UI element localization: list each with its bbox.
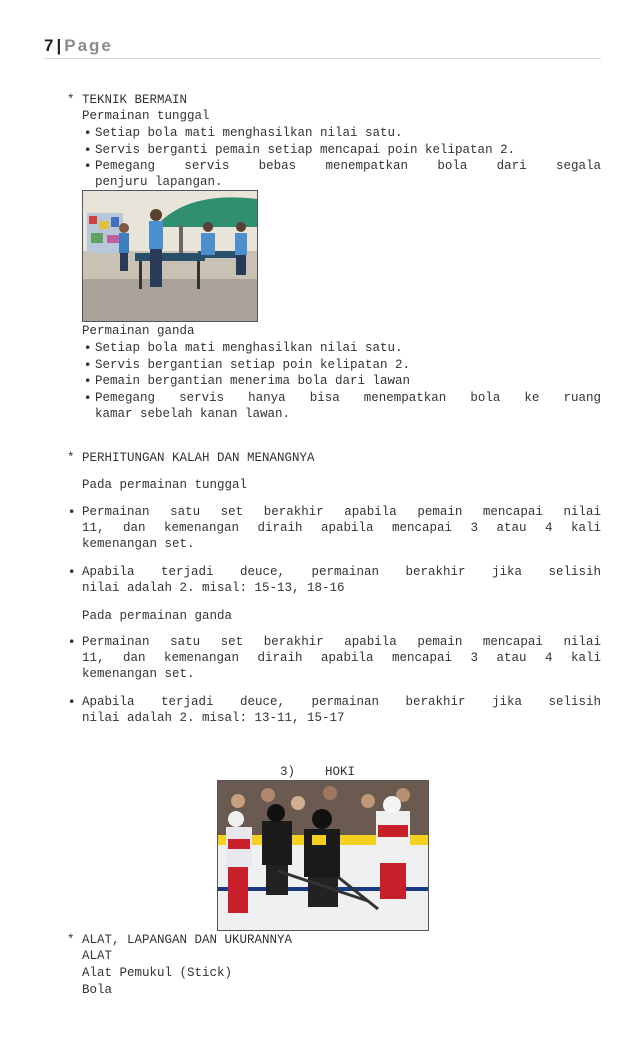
list-item: Setiap bola mati menghasilkan nilai satu. (95, 126, 403, 140)
bullet-mark: • (84, 373, 92, 388)
paragraph-line: Apabila terjadi deuce, permainan berakhir jika selisih (82, 695, 601, 709)
table-tennis-photo (82, 190, 258, 322)
list-item: Pemegang servis hanya bisa menempatkan bola ke ruang (95, 391, 601, 405)
ganda-subheading: Pada permainan ganda (82, 609, 233, 623)
star-bullet: * (67, 451, 75, 465)
hoki-title: 3) HOKI (280, 765, 356, 779)
page-number: 7 (44, 36, 54, 55)
list-item: Servis bergantian setiap poin kelipatan 2. (95, 358, 411, 372)
bullet-mark: • (84, 125, 92, 140)
bullet-mark: • (68, 504, 76, 519)
bullet-mark: • (84, 340, 92, 355)
paragraph-line: nilai adalah 2. misal: 15-13, 18-16 (82, 581, 345, 595)
star-bullet: * (67, 93, 75, 107)
bullet-mark: • (68, 694, 76, 709)
page-header (44, 36, 601, 59)
paragraph-line: Apabila terjadi deuce, permainan berakhir jika selisih (82, 565, 601, 579)
paragraph-line: Permainan satu set berakhir apabila pemain mencapai nilai (82, 505, 601, 519)
bullet-mark: • (84, 357, 92, 372)
header-separator: | (56, 36, 62, 55)
section-heading-alat: ALAT, LAPANGAN DAN UKURANNYA (82, 933, 293, 947)
section-heading-perhitungan: PERHITUNGAN KALAH DAN MENANGNYA (82, 451, 315, 465)
bullet-mark: • (84, 158, 92, 173)
list-item: Setiap bola mati menghasilkan nilai satu. (95, 341, 403, 355)
tunggal-label: Permainan tunggal (82, 109, 210, 123)
section-heading-teknik: TEKNIK BERMAIN (82, 93, 188, 107)
bullet-mark: • (68, 634, 76, 649)
bullet-mark: • (84, 142, 92, 157)
list-item-continuation: penjuru lapangan. (95, 175, 223, 189)
paragraph-line: kemenangan set. (82, 537, 195, 551)
ganda-label: Permainan ganda (82, 324, 195, 338)
tunggal-subheading: Pada permainan tunggal (82, 478, 248, 492)
bullet-mark: • (84, 390, 92, 405)
list-item: Servis berganti pemain setiap mencapai poin kelipatan 2. (95, 143, 516, 157)
list-item: Pemegang servis bebas menempatkan bola dari segala (95, 159, 601, 173)
paragraph-line: 11, dan kemenangan diraih apabila mencapai 3 atau 4 kali (82, 521, 601, 535)
ice-hockey-photo (217, 780, 429, 931)
list-item-continuation: kamar sebelah kanan lawan. (95, 407, 291, 421)
paragraph-line: Permainan satu set berakhir apabila pemain mencapai nilai (82, 635, 601, 649)
alat-line: ALAT (82, 949, 113, 963)
alat-line: Alat Pemukul (Stick) (82, 966, 233, 980)
alat-line: Bola (82, 983, 113, 997)
bullet-mark: • (68, 564, 76, 579)
list-item: Pemain bergantian menerima bola dari lawan (95, 374, 411, 388)
paragraph-line: 11, dan kemenangan diraih apabila mencapai 3 atau 4 kali (82, 651, 601, 665)
paragraph-line: nilai adalah 2. misal: 13-11, 15-17 (82, 711, 345, 725)
page-word: Page (64, 36, 113, 55)
star-bullet: * (67, 933, 75, 947)
paragraph-line: kemenangan set. (82, 667, 195, 681)
